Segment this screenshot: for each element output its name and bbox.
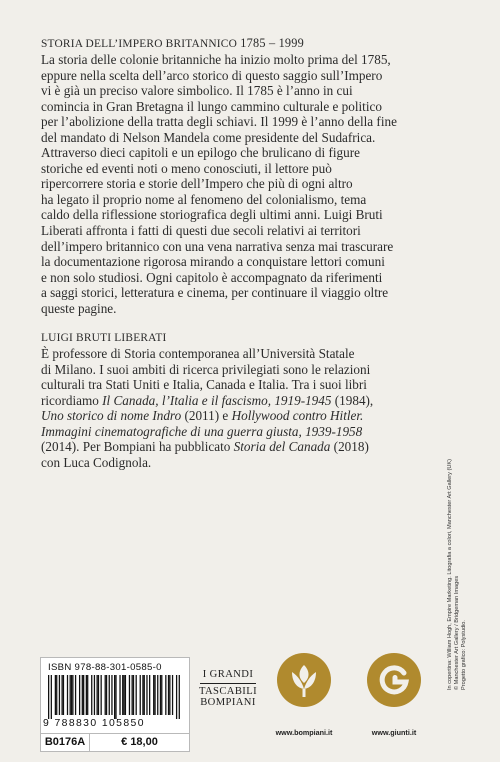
isbn-label: ISBN 978-88-301-0585-0 — [48, 662, 162, 673]
giunti-g-icon — [366, 652, 422, 708]
product-code: B0176A — [40, 733, 90, 752]
giunti-logo — [352, 640, 436, 738]
bio-line — [41, 393, 413, 409]
author-bio — [41, 330, 413, 470]
description-text — [41, 52, 413, 316]
bio-line — [41, 439, 413, 455]
bio-text: (2018) — [330, 439, 369, 455]
bio-line — [41, 424, 413, 440]
price: € 18,00 — [89, 733, 190, 752]
series-line: I GRANDI — [202, 669, 254, 680]
bio-text: (2011) e — [181, 408, 232, 424]
book-title-heading — [41, 36, 413, 51]
description-line: comincia in Gran Bretagna il lungo cammino culturale e politico — [41, 98, 382, 114]
barcode-box — [40, 657, 190, 734]
description-line: Attraverso dieci capitoli e un epilogo che brulicano di figure — [41, 145, 360, 161]
book-ref-title: Uno storico di nome Indro — [41, 408, 182, 424]
description-line: del mandato di Nelson Mandela come presidente del Sudafrica. — [41, 129, 376, 145]
description-line: caldo della riflessione storiografica degli ultimi anni. Luigi Bruti — [41, 207, 383, 223]
book-title: STORIA DELL’IMPERO BRITANNICO — [41, 38, 238, 50]
barcode-digits: 9 788830 105850 — [43, 718, 145, 729]
book-years: 1785 – 1999 — [240, 36, 304, 50]
author-name: LUIGI BRUTI LIBERATI — [41, 332, 167, 344]
description-line: vi è già un preciso valore simbolico. Il 1785 è l’anno in cui — [41, 83, 353, 99]
bio-line: di Milano. I suoi ambiti di ricerca privilegiati sono le relazioni — [41, 361, 371, 377]
bio-line — [41, 408, 413, 424]
book-ref-title: Storia del Canada — [233, 439, 331, 455]
description-line: queste pagine. — [41, 300, 117, 316]
credit-line: In copertina: William Hogh, Empire Marketing. Litografia a colori, Manchester Art Gallery (UK) — [447, 459, 453, 690]
series-line: BOMPIANI — [200, 697, 256, 708]
credit-line: © Manchester Art Gallery / Bridgeman Images — [454, 575, 460, 690]
book-ref-title: Immagini cinematografiche di una guerra giusta, 1939-1958 — [41, 423, 363, 439]
description-line: dell’impero britannico con una vena narrativa senza mai trascurare — [41, 238, 394, 254]
bompiani-url: www.bompiani.it — [275, 728, 333, 737]
giunti-url: www.giunti.it — [371, 728, 417, 737]
description-line: ha legato il proprio nome al fenomeno del colonialismo, tema — [41, 191, 367, 207]
bio-text: (1984), — [331, 392, 374, 408]
book-ref-title: Hollywood contro Hitler. — [231, 408, 364, 424]
description-line: eppure nella scelta dell’arco storico di questo saggio sull’Impero — [41, 67, 383, 83]
credit-line: Progetto grafico: Polystudio. — [461, 620, 467, 690]
book-ref-title: Il Canada, l’Italia e il fascismo, 1919-1945 — [102, 392, 332, 408]
series-line: TASCABILI — [198, 685, 258, 697]
description-line: La storia delle colonie britanniche ha inizio molto prima del 1785, — [41, 52, 391, 67]
description-line: a saggi storici, letteratura e cinema, per continuare il viaggio oltre — [41, 285, 389, 301]
series-rule — [200, 683, 256, 684]
author-name-heading — [41, 330, 413, 345]
description-line: ripercorrere storia e storie dell’Impero che più di ogni altro — [41, 176, 353, 192]
cover-credits — [447, 459, 479, 690]
bio-text: ricordiamo — [41, 392, 103, 408]
bompiani-flower-icon — [276, 652, 332, 708]
series-logo — [197, 669, 259, 709]
bio-line: È professore di Storia contemporanea all’Università Statale — [41, 346, 355, 361]
bio-line: culturali tra Stati Uniti e Italia, Canada e Italia. Tra i suoi libri — [41, 377, 367, 393]
description-line: e non solo studiosi. Ogni capitolo è accompagnato da riferimenti — [41, 269, 383, 285]
description-line: storiche ed eventi noti o meno conosciuti, il lettore può — [41, 160, 332, 176]
description-line: per l’abolizione della tratta degli schiavi. Il 1999 è l’anno della fine — [41, 114, 397, 130]
book-description — [41, 36, 413, 316]
description-line: Liberati affronta i fatti di questi due secoli relativi ai territori — [41, 223, 361, 239]
barcode-icon — [48, 675, 180, 719]
bio-line: con Luca Codignola. — [41, 454, 152, 470]
bio-text: (2014). Per Bompiani ha pubblicato — [41, 439, 234, 455]
description-line: la documentazione rigorosa mirando a conquistare lettori comuni — [41, 254, 385, 270]
bompiani-logo — [262, 640, 346, 738]
